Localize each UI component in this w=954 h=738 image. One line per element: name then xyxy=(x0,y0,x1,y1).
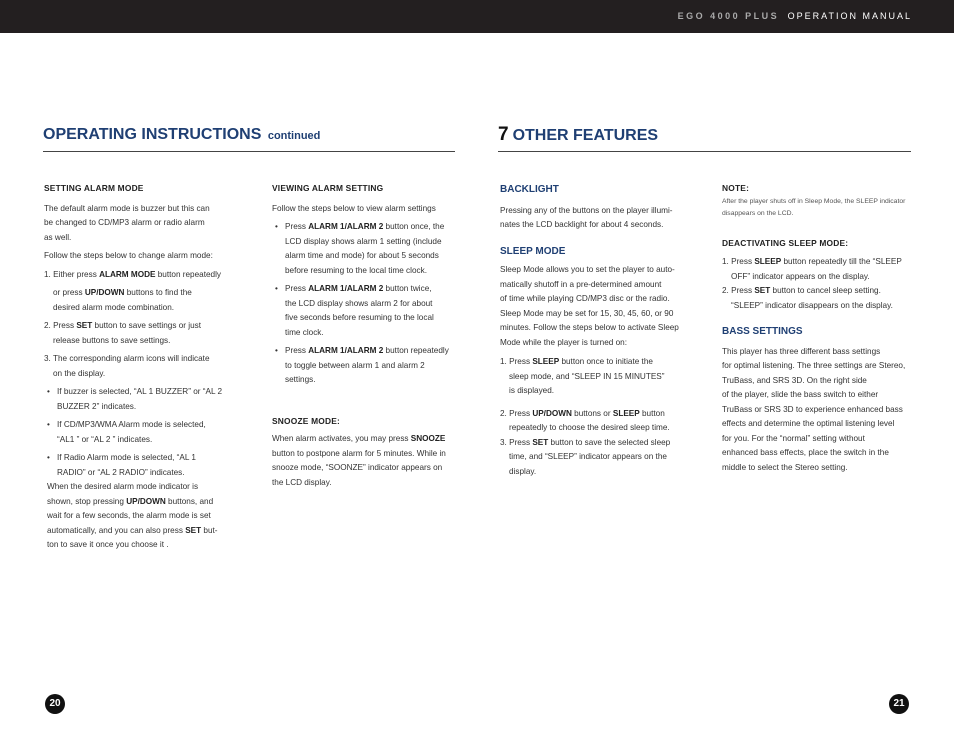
text-line: matically shutoff in a pre-determined amount xyxy=(500,279,662,289)
text-line: This player has three different bass settings xyxy=(722,346,881,356)
bullet-item: • Press ALARM 1/ALARM 2 button once, the LCD display shows alarm 1 setting (include alarm time and mode) for about 5 seconds before resuming to the local time clock. xyxy=(272,220,458,278)
right-heading xyxy=(498,124,658,146)
bullet-item: • If CD/MP3/WMA Alarm mode is selected, “AL1 ” or “AL 2 ” indicates. xyxy=(44,418,244,447)
bullet-item: • Press ALARM 1/ALARM 2 button repeatedly to toggle between alarm 1 and alarm 2 settings. xyxy=(272,344,458,388)
step-3: 3. Press SET button to save the selected sleep xyxy=(500,437,671,447)
step-2: 2. Press SET button to save settings or just xyxy=(44,321,202,330)
section-title: SNOOZE MODE: xyxy=(272,415,341,426)
step-2: 2. Press SET button to cancel sleep setting. xyxy=(722,286,881,295)
text-line: nates the LCD backlight for about 4 seconds. xyxy=(500,220,664,229)
section-title: NOTE: xyxy=(722,183,750,193)
header-model: EGO 4000 PLUS xyxy=(677,11,780,21)
text-line: of time while playing CD/MP3 disc or the radio. xyxy=(500,294,670,303)
text-line: as well. xyxy=(44,232,72,242)
text-line: display. xyxy=(509,466,537,476)
text-line: Mode while the player is turned on: xyxy=(500,337,627,347)
text-line: middle to select the Stereo setting. xyxy=(722,462,848,472)
text-line: Follow the steps below to change alarm mode: xyxy=(44,251,213,260)
column-note-bass xyxy=(722,181,918,475)
step-1: 1. Either press ALARM MODE button repeatedly xyxy=(44,269,222,279)
text-line: on the display. xyxy=(53,368,106,378)
closing-paragraph: When the desired alarm mode indicator is shown, stop pressing UP/DOWN buttons, and wait for a few seconds, the alarm mode is set automatically, and you can also press SET but- ton to save it once you choose it . xyxy=(47,482,218,549)
section-title: BASS SETTINGS xyxy=(722,326,803,337)
text-line: Pressing any of the buttons on the player illumi- xyxy=(500,205,673,215)
text-line: release buttons to save settings. xyxy=(53,335,171,345)
right-heading-number: 7 xyxy=(498,124,509,145)
text-line: for you. For the “normal” setting without xyxy=(722,433,865,443)
left-heading xyxy=(43,126,320,144)
column-viewing-alarm xyxy=(272,181,458,490)
left-heading-sub: continued xyxy=(267,130,321,142)
text-line: button to postpone alarm for 5 minutes. While in xyxy=(272,448,446,458)
step-1: 1. Press SLEEP button once to initiate the xyxy=(500,357,653,366)
text-line: snooze mode, “SOONZE” indicator appears on xyxy=(272,463,443,472)
bullet-item: • If buzzer is selected, “AL 1 BUZZER” or “AL 2 BUZZER 2” indicates. xyxy=(44,385,244,414)
text-line: TruBass, and SRS 3D. On the right side xyxy=(722,375,867,385)
section-title: DEACTIVATING SLEEP MODE: xyxy=(722,237,849,248)
text-line: OFF” indicator appears on the display. xyxy=(731,271,870,281)
text-line: disappears on the LCD. xyxy=(722,209,794,217)
section-title: SLEEP MODE xyxy=(500,245,566,257)
section-title: SETTING ALARM MODE xyxy=(44,183,144,193)
text-line: After the player shuts off in Sleep Mode, the SLEEP indicator xyxy=(722,197,906,205)
text-line: the LCD display. xyxy=(272,477,332,487)
bullet-item: • If Radio Alarm mode is selected, “AL 1 RADIO” or “AL 2 RADIO” indicates. xyxy=(44,451,244,480)
step-2: 2. Press UP/DOWN buttons or SLEEP button xyxy=(500,408,665,418)
text-line: The default alarm mode is buzzer but this can xyxy=(44,203,210,213)
header-manual-title: OPERATION MANUAL xyxy=(787,11,912,21)
text-line: effects and determine the optimal listening level xyxy=(722,419,895,428)
text-line: minutes. Follow the steps below to activate Sleep xyxy=(500,323,679,332)
text-line: or press UP/DOWN buttons to find the xyxy=(53,288,192,297)
page-number-right: 21 xyxy=(889,694,909,714)
text-line: Sleep Mode may be set for 15, 30, 45, 60, or 90 xyxy=(500,308,674,318)
text-line: enhanced bass effects, place the switch in the xyxy=(722,448,889,457)
text-line: sleep mode, and “SLEEP IN 15 MINUTES” xyxy=(509,371,665,381)
text-line: of the player, slide the bass switch to either xyxy=(722,390,879,399)
left-heading-title: OPERATING INSTRUCTIONS xyxy=(43,126,262,143)
text-line: for optimal listening. The three settings are Stereo, xyxy=(722,361,906,370)
column-backlight-sleep xyxy=(500,183,690,479)
text-line: desired alarm mode combination. xyxy=(53,302,175,312)
text-line: Follow the steps below to view alarm settings xyxy=(272,203,436,213)
step-3: 3. The corresponding alarm icons will indicate xyxy=(44,354,210,363)
left-heading-rule xyxy=(43,151,455,152)
text-line: “SLEEP” indicator disappears on the display. xyxy=(731,300,893,310)
section-title: BACKLIGHT xyxy=(500,184,559,195)
column-setting-alarm xyxy=(44,181,244,553)
header-bar xyxy=(0,0,954,33)
text-line: is displayed. xyxy=(509,386,555,395)
text-line: Sleep Mode allows you to set the player to auto- xyxy=(500,265,675,274)
section-title: VIEWING ALARM SETTING xyxy=(272,183,384,193)
text-line: TruBass or SRS 3D to experience enhanced bass xyxy=(722,404,903,414)
step-1: 1. Press SLEEP button repeatedly till the “SLEEP xyxy=(722,257,902,266)
text-line: time, and “SLEEP” indicator appears on the xyxy=(509,452,667,461)
text-line: repeatedly to choose the desired sleep time. xyxy=(509,423,670,432)
text-line: be changed to CD/MP3 alarm or radio alarm xyxy=(44,218,205,227)
header-title xyxy=(678,11,912,21)
right-heading-rule xyxy=(498,151,911,152)
bullet-item: • Press ALARM 1/ALARM 2 button twice, the LCD display shows alarm 2 for about five seconds before resuming to the local time clock. xyxy=(272,282,458,340)
page-number-left: 20 xyxy=(45,694,65,714)
right-heading-title: OTHER FEATURES xyxy=(512,127,659,144)
text-line: When alarm activates, you may press SNOOZE xyxy=(272,434,446,443)
